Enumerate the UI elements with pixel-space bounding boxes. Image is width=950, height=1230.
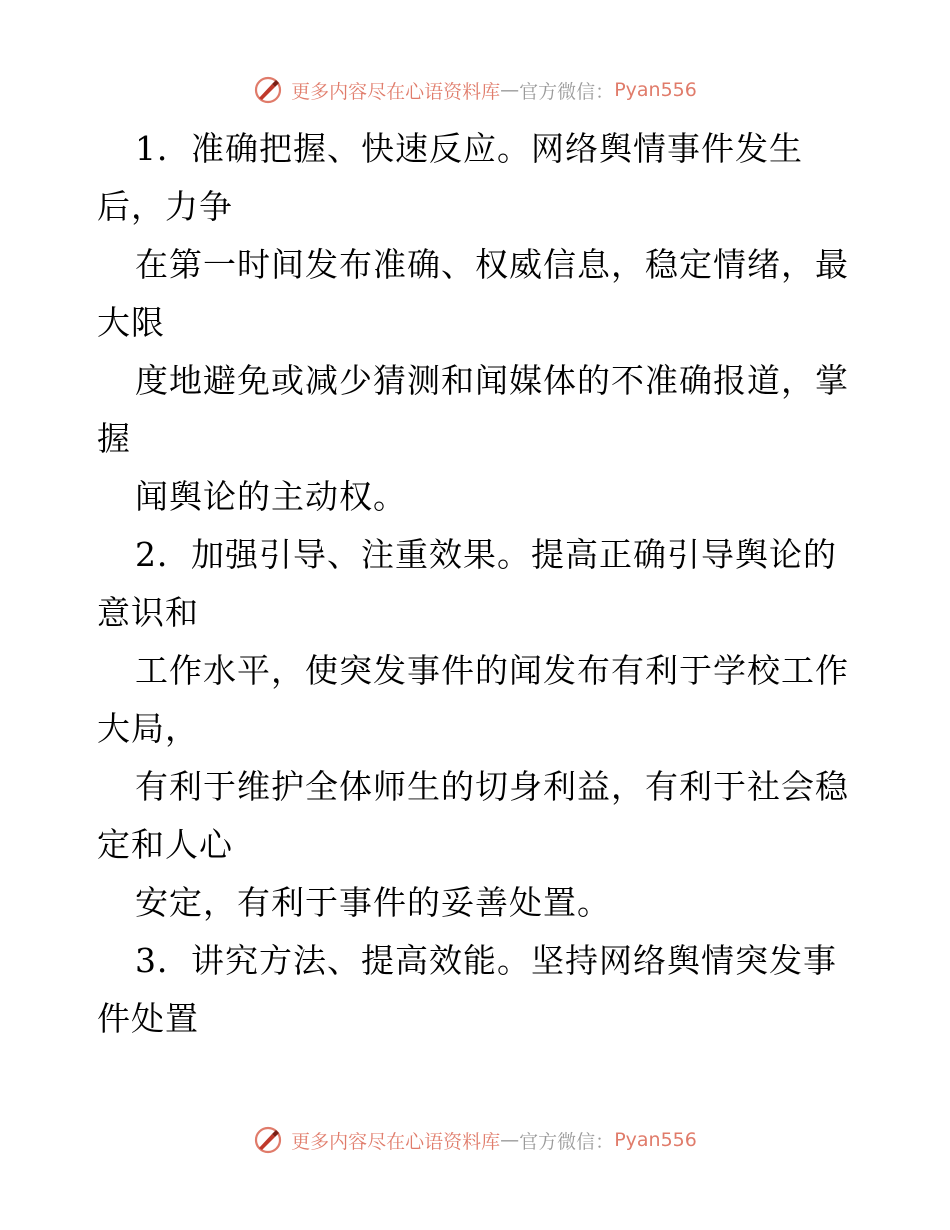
- text-line: 安定，有利于事件的妥善处置。: [135, 883, 611, 922]
- text-line: 在第一时间发布准确、权威信息，稳定情绪，最: [135, 245, 849, 284]
- header-watermark: [0, 70, 950, 110]
- text-line: 有利于维护全体师生的切身利益，有利于社会稳: [135, 767, 849, 806]
- watermark-dash: —: [500, 1129, 520, 1151]
- watermark-label: 官方微信：: [519, 1130, 615, 1153]
- text-line: 握: [97, 419, 131, 458]
- text-line: 工作水平，使突发事件的闻发布有利于学校工作: [135, 651, 849, 690]
- watermark-text: 更多内容尽在心语资料库: [291, 1130, 501, 1153]
- watermark-text: 更多内容尽在心语资料库: [291, 80, 501, 103]
- document-body: [97, 120, 877, 1048]
- text-line: 度地避免或减少猜测和闻媒体的不准确报道，掌: [135, 361, 849, 400]
- footer-watermark: [0, 1120, 950, 1160]
- text-line: 大限: [97, 303, 165, 342]
- pen-circle-logo-icon: [253, 75, 283, 105]
- text-line: 1．准确把握、快速反应。网络舆情事件发生: [135, 129, 803, 168]
- watermark-id: Pyan556: [614, 1129, 697, 1151]
- watermark-id: Pyan556: [614, 79, 697, 101]
- pen-circle-logo-icon: [253, 1125, 283, 1155]
- text-line: 2．加强引导、注重效果。提高正确引导舆论的: [135, 535, 837, 574]
- watermark-dash: —: [500, 79, 520, 101]
- text-line: 后，力争: [97, 187, 233, 226]
- text-line: 大局，: [97, 709, 199, 748]
- watermark-label: 官方微信：: [519, 80, 615, 103]
- text-line: 3．讲究方法、提高效能。坚持网络舆情突发事: [135, 941, 837, 980]
- text-line: 闻舆论的主动权。: [135, 477, 407, 516]
- text-line: 意识和: [97, 593, 199, 632]
- text-line: 定和人心: [97, 825, 233, 864]
- text-line: 件处置: [97, 999, 199, 1038]
